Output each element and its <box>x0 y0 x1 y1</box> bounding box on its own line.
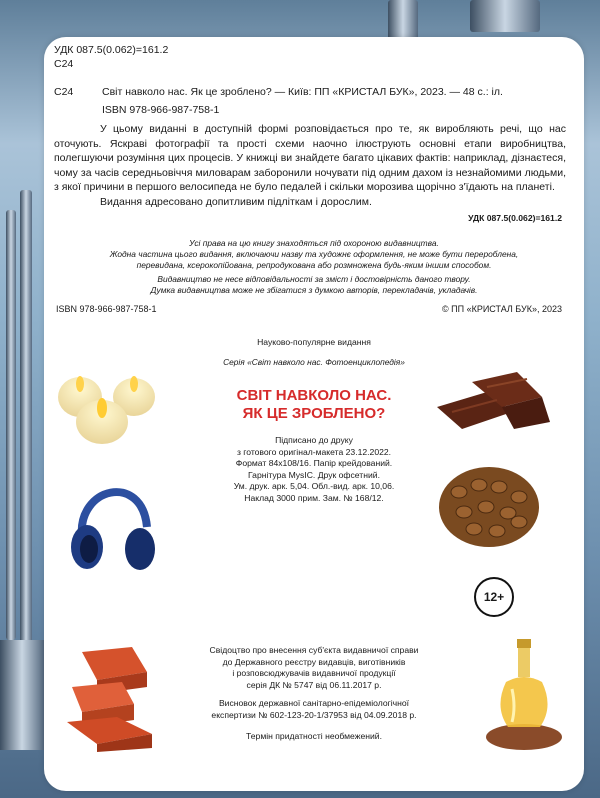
bib-description: Світ навколо нас. Як це зроблено? — Київ: ПП «КРИСТАЛ БУК», 2023. — 48 с.: іл. <box>102 86 503 98</box>
age-rating-badge <box>474 577 514 617</box>
udk-header: УДК 087.5(0.062)=161.2 <box>54 44 169 56</box>
background-rod <box>6 210 16 640</box>
rights-line: Усі права на цю книгу знаходяться під охороною видавництва. <box>189 238 439 248</box>
print-line: Гарнітура MysIC. Друк офсетний. <box>248 469 380 480</box>
print-line: з готового оригінал-макета 23.12.2022. <box>236 446 392 457</box>
annotation-paragraph: У цьому виданні в доступній формі розповідається про те, як виробляють речі, що нас оточують. Яскраві фотографії та прості схеми наочно ілюструють основні етапи виробництва, полегшуючи розуміння цих процесів. У книжці ви знайдете багато цікавих фактів: наприклад, дізнаєтеся, чому за часів середньовіччя миловарам заборонили ночувати під одним дахом із незнайомими людьми, з якої причини в першого велосипеда не було педалей і скільки морозива щорічно з'їдають на планеті. <box>54 123 566 193</box>
genre: Науково-популярне видання <box>257 337 371 347</box>
print-line: Формат 84х108/16. Папір крейдований. <box>235 458 393 468</box>
certificate-line: серія ДК № 5747 від 06.11.2017 р. <box>246 679 382 690</box>
print-line: Наклад 3000 прим. Зам. № 168/12. <box>244 492 384 503</box>
udk-right: УДК 087.5(0.062)=161.2 <box>468 213 562 223</box>
age-rating-text: 12+ <box>483 590 505 604</box>
chocolate-image <box>432 367 552 437</box>
page-card <box>44 37 584 791</box>
background-rod <box>0 640 44 750</box>
background-rod <box>20 190 32 660</box>
certificate-line: Свідоцтво про внесення суб'єкта видавничої справи <box>209 645 419 655</box>
rights-line: Думка видавництва може не збігатися з думкою авторів, перекладачів, укладачів. <box>150 285 478 295</box>
rights-line: Видавництво не несе відповідальності за зміст і достовірність даного твору. <box>157 274 471 284</box>
background-rod <box>388 0 418 40</box>
footer-isbn: ISBN 978-966-987-758-1 <box>56 304 157 314</box>
print-line: Підписано до друку <box>275 435 353 445</box>
rights-line: перевидана, ксерокопійована, репродукована або розмножена будь-яким іншим способом. <box>136 260 492 270</box>
certificate-line: до Державного реєстру видавців, виготівників <box>222 656 406 667</box>
series: Серія «Світ навколо нас. Фотоенциклопедія» <box>223 357 405 367</box>
sanitary-line: Висновок державної санітарно-епідеміологічної <box>218 698 410 708</box>
title-line-1: СВІТ НАВКОЛО НАС. <box>236 387 392 404</box>
bib-code: С24 <box>54 86 74 98</box>
rights-line: Жодна частина цього видання, включаючи назву та художнє оформлення, не може бути перероблена, <box>109 249 519 259</box>
bricks-image <box>62 642 182 752</box>
certificate-line: і розповсюджувачів видавничої продукції <box>232 668 396 678</box>
candles-image <box>52 352 162 447</box>
class-code: С24 <box>54 58 74 70</box>
coffee-beans-image <box>434 457 544 552</box>
sanitary-line: експертизи № 602-123-20-1/37953 від 04.09.2018 р. <box>211 709 417 720</box>
print-line: Ум. друк. арк. 5,04. Обл.-вид. арк. 10,06. <box>233 481 395 491</box>
background-rod <box>470 0 540 32</box>
headphones-image <box>62 467 162 587</box>
oil-bottle-image <box>464 627 564 752</box>
shelf-life: Термін придатності необмежений. <box>246 731 382 741</box>
title-line-2: ЯК ЦЕ ЗРОБЛЕНО? <box>242 405 386 422</box>
bib-isbn: ISBN 978-966-987-758-1 <box>102 104 220 116</box>
audience-paragraph: Видання адресовано допитливим підліткам і дорослим. <box>100 196 372 208</box>
copyright: © ПП «КРИСТАЛ БУК», 2023 <box>442 304 562 314</box>
